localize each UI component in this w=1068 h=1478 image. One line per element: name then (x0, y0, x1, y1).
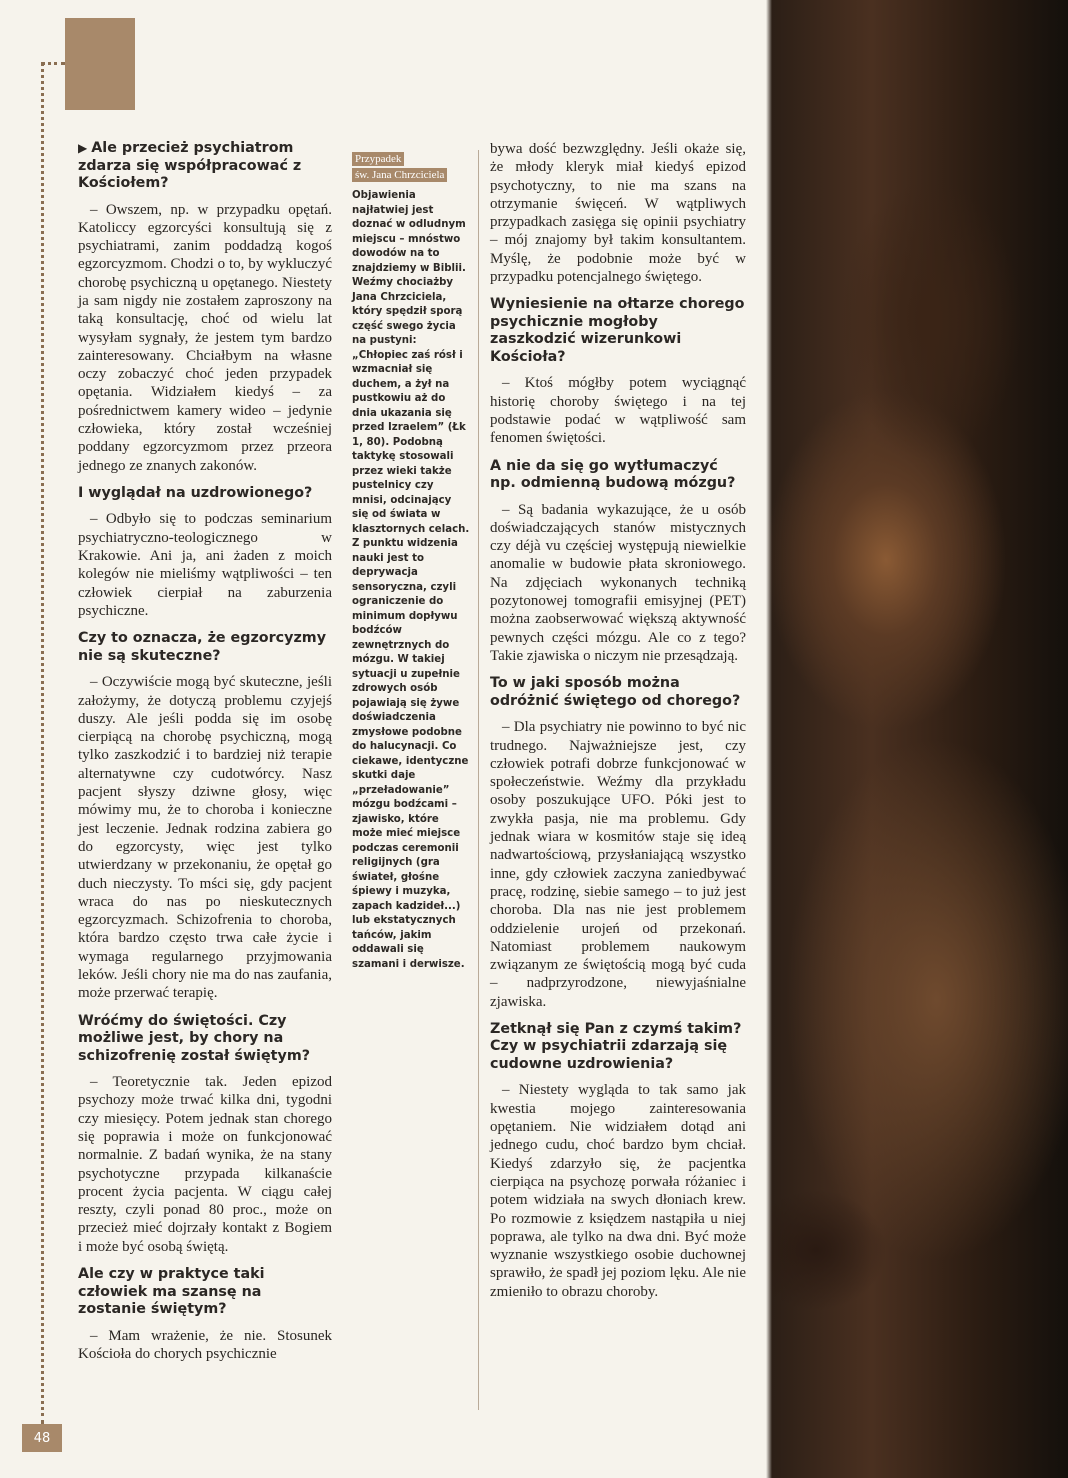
sidebar-label (352, 152, 470, 183)
answer-paragraph: – Dla psychiatry nie powinno to być nic trudnego. Najważniejsze jest, czy człowiek potrafi dobrze funkcjonować w społeczeństwie. Weźmy dla przykładu osoby poszukujące UFO. Póki jest to zwykła pasja, nie ma problemu. Gdy jednak wiara w kosmitów staje się ideą nadwartościową, przysłaniającą wszystko inne, gdy człowiek zaczyna zaniedbywać pracę, rodzinę, siebie samego – to już jest choroba. Dla nas nie jest problemem oddzielenie urojeń od przekonań. Natomiast problemem naukowym związanym ze świętością mogą być cuda – nadprzyrodzone, niewyjaśnialne zjawiska. (490, 719, 746, 1010)
photo-edge (766, 0, 772, 1478)
question-heading (78, 140, 332, 193)
question-heading: Wyniesienie na ołtarze chorego psychicznie mogłoby zaszkodzić wizerunkowi Kościoła? (490, 296, 745, 365)
answer-paragraph: – Teoretycznie tak. Jeden epizod psychozy może trwać kilka dni, tygodni czy miesięcy. Potem jednak stan chorego się poprawia i może on funkcjonować normalnie. Z badań wynika, że na stany psychotyczne przypada kilkanaście procent życia pacjenta. W ciągu całej reszty, czyli ponad 80 proc., może on przecież mieć dojrzały kontakt z Bogiem i może być osobą świętą. (78, 1074, 332, 1255)
question-heading: Ale czy w praktyce taki człowiek ma szansę na zostanie świętym? (78, 1266, 265, 1318)
arrow-icon: ▶ (78, 141, 88, 155)
answer-paragraph: – Oczywiście mogą być skuteczne, jeśli założymy, że dotyczą problemu czyjejś duszy. Ale jeśli podda się im osobę cierpiącą na chorobę psychiczną, mogą tylko zaszkodzić i to bardziej niż terapie alternatywne czy cudotwórcy. Nasz pacjent słyszy dziwne głosy, więc mówimy mu, że to choroba i konieczne jest leczenie. Jednak rodzina zabiera go do egzorcysty, więc jest tylko utwierdzany w przekonaniu, że opętał go duch nieczysty. To mści się, gdy pacjent wraca do nas po nieskutecznych egzorcyzmach. Schizofrenia to choroba, która bardzo często trwa całe życie i wymaga regularnego przyjmowania leków. Jeśli chory nie ma do nas zaufania, może przerwać terapię. (78, 674, 332, 1002)
sidebar-label-line1: Przypadek (352, 152, 404, 166)
decorative-square (65, 18, 135, 110)
page-number: 48 (22, 1424, 62, 1452)
answer-paragraph: – Są badania wykazujące, że u osób doświadczających stanów mistycznych czy déjà vu częściej występują niewielkie anomalie w budowie płata skroniowego. Na zdjęciach wykonanych techniką pozytonowej tomografii emisyjnej (PET) można zaobserwować większą aktywność pewnych części mózgu. Ale co z tego? Takie zjawiska o niczym nie przesądzają. (490, 501, 746, 664)
dotted-rule-vertical (41, 62, 44, 1424)
sidebar-body: Objawienia najłatwiej jest doznać w odludnym miejscu – mnóstwo dowodów na to znajdziemy w Biblii. Weźmy chociażby Jana Chrzciciela, który spędził sporą część swego życia na pustyni: „Chłopiec zaś rósł i wzmacniał się duchem, a żył na pustkowiu aż do dnia ukazania się przed Izraelem” (Łk 1, 80). Podobną taktykę stosowali przez wieki także pustelnicy czy mnisi, odcinający się od świata w klasztornych celach. Z punktu widzenia nauki jest to deprywacja sensoryczna, czyli ograniczenie do minimum dopływu bodźców zewnętrznych do mózgu. W takiej sytuacji u zupełnie zdrowych osób pojawiają się żywe doświadczenia zmysłowe podobne do halucynacji. Co ciekawe, identyczne skutki daje „przeładowanie” mózgu bodźcami – zjawisko, które może mieć miejsce podczas ceremonii religijnych (gra świateł, głośne śpiewy i muzyka, zapach kadzideł...) lub ekstatycznych tańców, jakim oddawali się szamani i derwisze. (352, 190, 470, 970)
answer-paragraph: – Owszem, np. w przypadku opętań. Katoliccy egzorcyści konsultują się z psychiatrami, zanim poddadzą kogoś egzorcyzmom. Chodzi o to, by wykluczyć chorobę psychiczną u opętanego. Niestety ja sam nigdy nie zostałem zaproszony na taką konsultację, choć od wielu lat wysyłam sygnały, że jestem tym bardzo zainteresowany. Chciałbym na własne oczy zobaczyć choć jeden przypadek opętania. Widziałem kiedyś – za pośrednictwem kamery wideo – jedynie człowieka, który został wcześniej poddany egzorcyzmom przez przeora jednego ze znanych zakonów. (78, 201, 332, 474)
sidebar-box (352, 152, 470, 972)
answer-paragraph: – Niestety wygląda to tak samo jak kwestia mojego zainteresowania opętaniem. Nie widziałem dotąd ani jednego cudu, choć bardzo bym chciał. Kiedyś zdarzyło się, że pacjentka cierpiąca na psychozę porwała różaniec i potem widziała na swych dłoniach krew. Po rozmowie z księdzem nastąpiła u niej poprawa, ale tylko na dwa dni. Być może wyznanie wszystkiego osobie duchownej sprawiło, że spadł jej poziom lęku. Ale nie zmieniło to obrazu choroby. (490, 1082, 746, 1300)
column-left (78, 140, 332, 1371)
dotted-rule-horizontal (41, 62, 65, 65)
answer-paragraph: bywa dość bezwzględny. Jeśli okaże się, że młody kleryk miał kiedyś epizod psychotyczny, to nie ma szans na otrzymanie święceń. W wątpliwych przypadkach zasięga się opinii psychiatry – mój znajomy był takim konsultantem. Myślę, że podobnie może być w przypadku potencjalnego świętego. (490, 141, 746, 286)
question-text: Ale przecież psychiatrom zdarza się współpracować z Kościołem? (78, 140, 302, 191)
column-right (490, 140, 746, 1309)
column-divider (478, 150, 479, 1410)
photo-image (766, 0, 1068, 1478)
answer-paragraph: – Odbyło się to podczas seminarium psychiatryczno-teologicznego w Krakowie. Ani ja, ani żaden z moich kolegów nie mieliśmy wątpliwości – ten człowiek cierpiał na zaburzenia psychiczne. (78, 511, 332, 619)
answer-paragraph: – Ktoś mógłby potem wyciągnąć historię choroby świętego i na tej podstawie podać w wątpliwość sam fenomen świętości. (490, 375, 746, 447)
answer-paragraph: – Mam wrażenie, że nie. Stosunek Kościoła do chorych psychicznie (78, 1327, 332, 1362)
question-heading: Czy to oznacza, że egzorcyzmy nie są skuteczne? (78, 630, 327, 664)
question-heading: I wyglądał na uzdrowionego? (78, 484, 313, 501)
question-heading: Wróćmy do świętości. Czy możliwe jest, by chory na schizofrenię został świętym? (78, 1012, 311, 1064)
question-heading: Zetknął się Pan z czymś takim? Czy w psychiatrii zdarzają się cudowne uzdrowienia? (490, 1020, 742, 1072)
sidebar-label-line2: św. Jana Chrzciciela (352, 168, 447, 182)
question-heading: To w jaki sposób można odróżnić świętego od chorego? (490, 675, 741, 709)
question-heading: A nie da się go wytłumaczyć np. odmienną budową mózgu? (490, 457, 736, 492)
